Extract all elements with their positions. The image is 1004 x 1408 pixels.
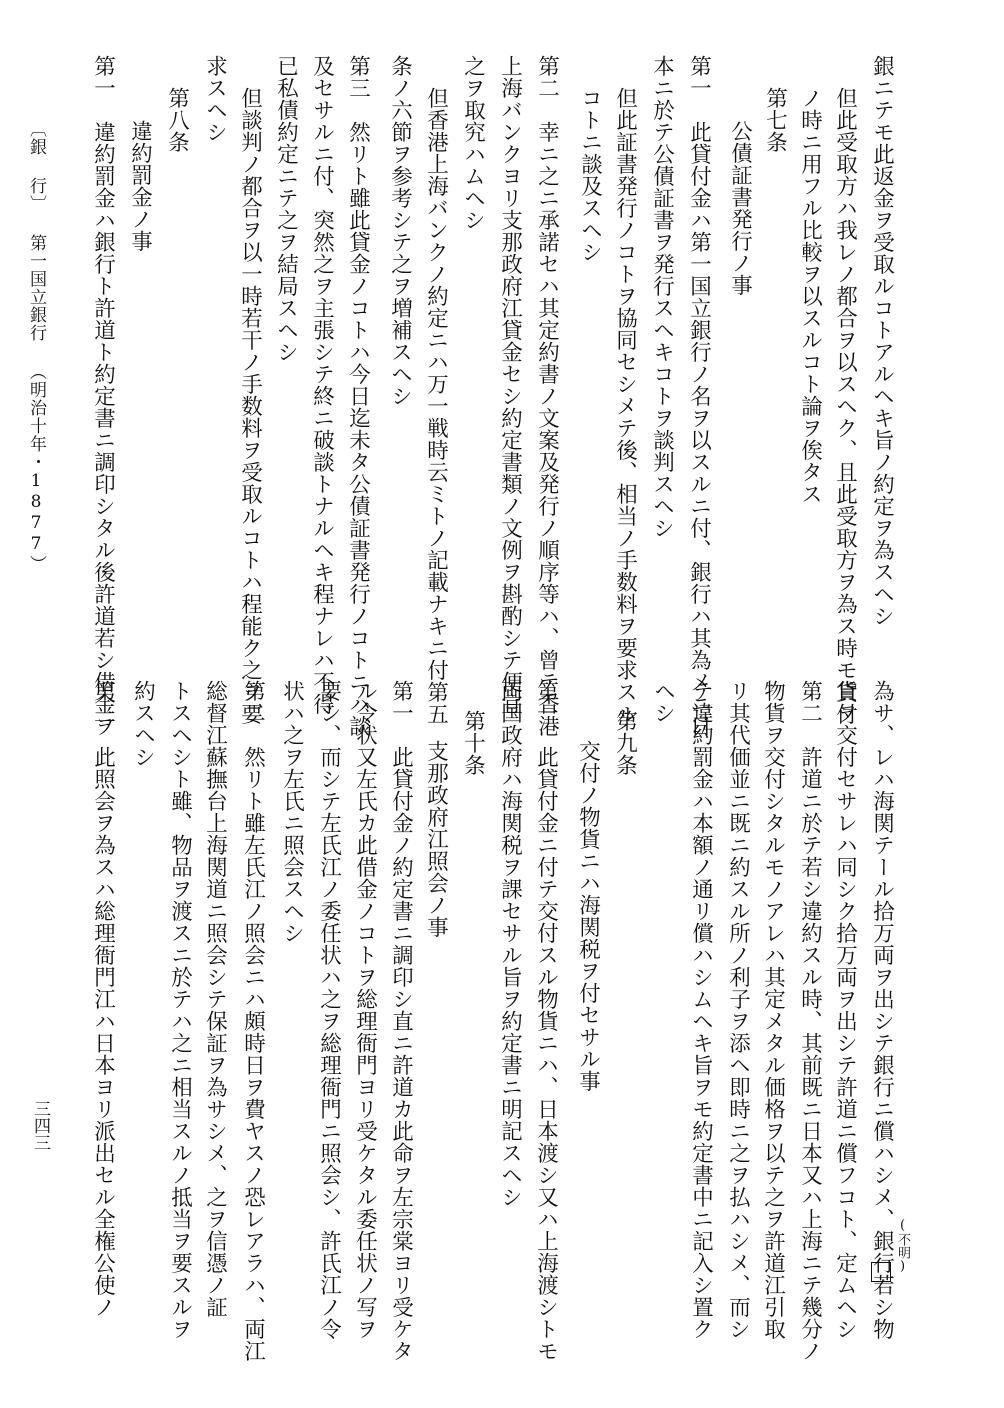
lower-text-line: 第一 此貸付金ニ付テ交付スル物貨ニハ、日本渡シ又ハ上海渡シトモ bbox=[533, 680, 559, 1362]
upper-text-line: 本ニ於テ公債証書ヲ発行スヘキコトヲ談判スヘシ bbox=[649, 55, 675, 539]
lower-text-line: トスヘシト雖、物品ヲ渡スニ於テハ之ニ相当スルノ抵当ヲ要スルヲ bbox=[167, 680, 193, 1340]
upper-text-line: 但此受取方ハ我レノ都合ヲ以スヘク、且此受取方ヲ為ス時モ貸付 bbox=[832, 87, 858, 725]
upper-text-line: 第二 幸ニ之ニ承諾セハ其定約書ノ文案及発行ノ順序等ハ、曾テ香港 bbox=[534, 55, 560, 737]
lower-text-line: 為サ、レハ海関テール拾万両ヲ出シテ銀行ニ償ハシメ、銀行若シ物 bbox=[869, 680, 895, 1340]
page-number: 三四三 bbox=[30, 1100, 50, 1151]
upper-text-line: 但此証書発行ノコトヲ協同セシメテ後、相当ノ手数料ヲ要求スル bbox=[612, 87, 638, 725]
lower-text-line: 支那政府江照会ノ事 bbox=[423, 740, 449, 938]
lower-text-line: 第三 此照会ヲ為スハ総理衙門江ハ日本ヨリ派出セル全権公使ノ bbox=[90, 680, 116, 1318]
upper-text-line: 第三 然リト雖此貸金ノコトハ今日迄未タ公債証書発行ノコトニハ談 bbox=[345, 55, 371, 737]
upper-text-line: 第八条 bbox=[164, 87, 190, 153]
lower-text-line: 交付ノ物貨ニハ海関税ヲ付セサル事 bbox=[575, 740, 601, 1092]
lower-text-line: テ違約罰金ハ本額ノ通リ償ハシムヘキ旨ヲモ約定書中ニ記入シ置ク bbox=[688, 680, 714, 1340]
lower-text-line: 第二 然リト雖左氏江ノ照会ニハ頗時日ヲ費ヤスノ恐レアラハ、両江 bbox=[240, 680, 266, 1362]
upper-text-line: 上海バンクヨリ支那政府江貸金セシ約定書類ノ文例ヲ斟酌シテ便宜 bbox=[497, 55, 523, 715]
lower-text-line: 第二 許道ニ於テ若シ違約スル時、其前既ニ日本又ハ上海ニテ幾分ノ bbox=[797, 680, 823, 1362]
upper-text-line: 但香港上海バンクノ約定ニハ万一戦時云ミトノ記載ナキニ付第五 bbox=[423, 87, 449, 725]
lower-text-line: 第十条 bbox=[460, 710, 486, 776]
lower-text-line: ヘシ bbox=[650, 680, 676, 724]
upper-text-line: 求スヘシ bbox=[202, 55, 228, 143]
lower-text-line: 約スヘシ bbox=[130, 680, 156, 768]
upper-text-line: 第一 此貸付金ハ第一国立銀行ノ名ヲ以スルニ付、銀行ハ其為メニ日 bbox=[686, 55, 712, 737]
lower-text-line: 両国政府ハ海関税ヲ課セサル旨ヲ約定書ニ明記スヘシ bbox=[497, 680, 523, 1208]
upper-text-line: 条ノ六節ヲ参考シテ之ヲ増補スヘシ bbox=[387, 55, 413, 407]
lower-text-line: 貨ヲ交付セサレハ同シク拾万両ヲ出シテ許道ニ償フコト、定ムヘシ bbox=[832, 680, 858, 1340]
upper-text-line: 第一 違約罰金ハ銀行ト許道ト約定書ニ調印シタル後許道若シ借金ヲ bbox=[90, 55, 116, 737]
lower-text-line: 要シ、而シテ左氏江ノ委任状ハ之ヲ総理衙門ニ照会シ、許氏江ノ令 bbox=[316, 680, 342, 1340]
lower-text-line: 第九条 bbox=[612, 710, 638, 776]
upper-text-line: 違約罰金ノ事 bbox=[127, 120, 153, 252]
lower-text-line: 状ハ之ヲ左氏ニ照会スヘシ bbox=[279, 680, 305, 944]
lower-text-line: 物貨ヲ交付シタルモノアレハ其定メタル価格ヲ以テ之ヲ許道江引取 bbox=[760, 680, 786, 1340]
upper-text-line: 銀ニテモ此返金ヲ受取ルコトアルヘキ旨ノ約定ヲ為スヘシ bbox=[869, 55, 895, 627]
illegible-character-box bbox=[871, 1262, 891, 1282]
upper-text-line: コトニ談及スヘシ bbox=[577, 87, 603, 263]
upper-text-line: 但談判ノ都合ヲ以一時若干ノ手数料ヲ受取ルコトハ程能ク之ヲ要 bbox=[237, 87, 263, 725]
lower-text-line: 総督江蘇撫台上海関道ニ照会シテ保証ヲ為サシメ、之ヲ信憑ノ証 bbox=[202, 680, 228, 1318]
lower-text-line: 第一 此貸付金ノ約定書ニ調印シ直ニ許道カ此命ヲ左宗棠ヨリ受ケタ bbox=[388, 680, 414, 1362]
lower-text-line: リ其代価並ニ既ニ約スル所ノ利子ヲ添ヘ即時ニ之ヲ払ハシメ、而シ bbox=[725, 680, 751, 1340]
lower-text-line: ル令状又左氏カ此借金ノコトヲ総理衙門ヨリ受ケタル委任状ノ写ヲ bbox=[352, 680, 378, 1340]
upper-text-line: ノ時ニ用フル比較ヲ以スルコト論ヲ俟タス bbox=[797, 87, 823, 505]
upper-text-line: 之ヲ取究ハムヘシ bbox=[460, 55, 486, 231]
upper-text-line: 公債証書発行ノ事 bbox=[727, 120, 753, 296]
upper-text-line: 已私債約定ニテ之ヲ結局スヘシ bbox=[273, 55, 299, 363]
running-head: 〔銀 行〕 第一国立銀行 （明治十年・1877） bbox=[26, 120, 46, 573]
upper-text-line: 及セサルニ付、突然之ヲ主張シテ終ニ破談トナルヘキ程ナレハ不得 bbox=[309, 55, 335, 715]
upper-text-line: 第七条 bbox=[762, 87, 788, 153]
illegible-note: (不明) bbox=[895, 1218, 910, 1274]
